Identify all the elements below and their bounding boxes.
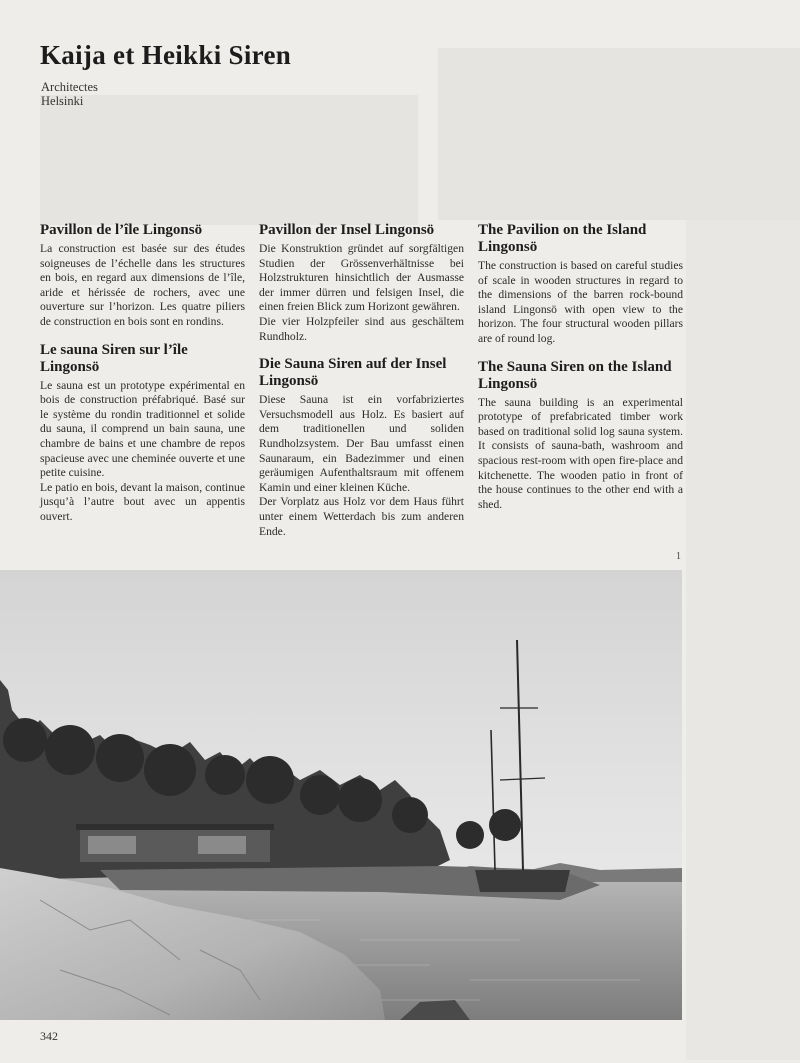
subtitle-profession: Architectes [41, 80, 98, 94]
column-german [259, 222, 464, 551]
show-through-shadow [438, 48, 800, 220]
paragraph: The sauna building is an experimental prototype of prefabricated timber work based on traditional solid log sauna system. It consists of sauna-bath, washroom and spacious rest-room with open fire-place and kitchenette. The wooden patio in front of the house continues to the other end with a shed. [478, 395, 683, 511]
section-sauna [40, 342, 245, 525]
paragraph: Le patio en bois, devant la maison, continue jusqu’à l’autre bout avec un appentis ouvert. [40, 480, 245, 523]
section-pavilion [40, 222, 245, 330]
paragraph: Diese Sauna ist ein vorfabriziertes Versuchsmodell aus Holz. Es basiert auf dem traditionellen und soliden Rundholzsystem. Der Bau umfasst einen Saunaraum, ein Badezimmer und einen geräumigen Aufenthaltsraum mit offenem Kamin und einer kleinen Küche. [259, 393, 464, 494]
column-english [478, 222, 683, 524]
subtitle-city: Helsinki [41, 94, 84, 108]
boat-hull [475, 870, 570, 892]
pavilion-window [88, 836, 136, 854]
paragraph: The construction is based on careful studies of scale in wooden structures in regard to the dimensions of the barren rock-bound island Lingonsö with open view to the horizon. The four structural wooden pillars are of round log. [478, 259, 683, 345]
section-sauna [259, 356, 464, 539]
paragraph: Die vier Holzpfeiler sind aus geschältem Rundholz. [259, 314, 464, 343]
section-heading: Die Sauna Siren auf der Insel Lingonsö [259, 356, 447, 390]
section-heading: The Pavilion on the Island Lingonsö [478, 222, 647, 255]
show-through-shadow [686, 220, 800, 1060]
section-heading: The Sauna Siren on the Island Lingonsö [478, 358, 672, 392]
pavilion-roof [76, 824, 274, 830]
section-heading: Pavillon de l’île Lingonsö [40, 222, 203, 238]
paragraph: Der Vorplatz aus Holz vor dem Haus führt unter einem Wetterdach bis zum anderen Ende. [259, 495, 464, 538]
section-heading: Pavillon der Insel Lingonsö [259, 222, 435, 238]
paragraph: Le sauna est un prototype expérimental en bois de construction préfabriqué. Basé sur le système du rondin traditionnel et solide du sauna, il comprend un bain sauna, une chambre de bains et une chambre de repos spacieuse avec une cheminée ouverte et une petite cuisine. [40, 378, 245, 480]
section-pavilion [478, 222, 683, 347]
show-through-shadow [40, 95, 418, 225]
page-number: 342 [40, 1029, 58, 1043]
subtitle [41, 80, 98, 108]
island-photograph [0, 570, 682, 1020]
pavilion-window [198, 836, 246, 854]
column-french [40, 222, 245, 537]
paragraph: La construction est basée sur des études soigneuses de l’échelle dans les structures en bois, en regard aux dimensions de l’île, aride et hérissée de rochers, avec une ouverture sur l’horizon. Les quatre piliers de construction en bois sont en rondins. [40, 242, 245, 328]
section-heading: Le sauna Siren sur l’île Lingonsö [40, 341, 188, 375]
section-pavilion [259, 222, 464, 344]
paragraph: Die Konstruktion gründet auf sorgfältigen Studien der Grössenverhältnisse bei Holzstrukturen hinsichtlich der Ausmasse der immer dürren und felsigen Insel, die einen freien Blick zum Horizont gewähren. [259, 242, 464, 314]
page-title: Kaija et Heikki Siren [40, 40, 292, 70]
section-sauna [478, 359, 683, 513]
figure-number: 1 [676, 551, 681, 562]
